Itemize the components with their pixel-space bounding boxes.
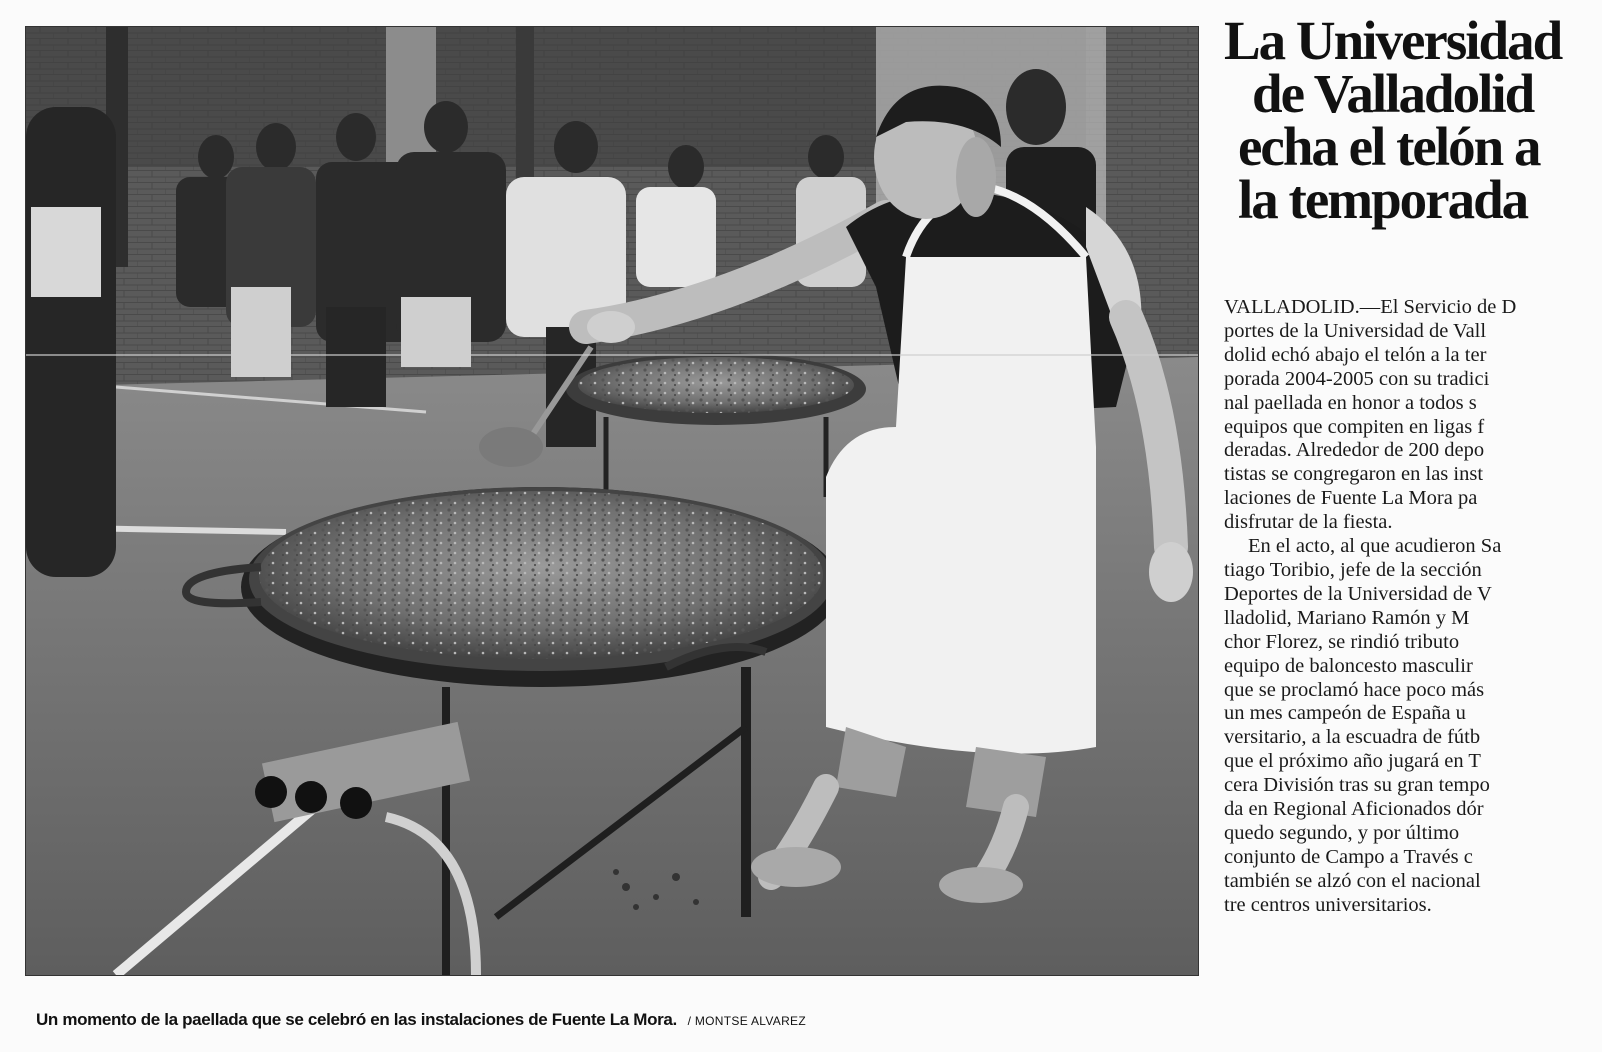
headline-line: la temporada <box>1238 169 1528 230</box>
article-photo <box>25 26 1199 976</box>
body-line: cera División tras su gran tempo <box>1224 774 1490 797</box>
body-line: tiago Toribio, jefe de la sección <box>1224 558 1482 581</box>
paella-photo-icon <box>26 27 1198 975</box>
headline <box>1210 10 1602 230</box>
body-line: laciones de Fuente La Mora pa <box>1224 487 1478 510</box>
caption-text: Un momento de la paellada que se celebró en las instalaciones de Fuente La Mora. <box>36 1010 677 1029</box>
body-line: deradas. Alrededor de 200 depo <box>1224 439 1485 462</box>
article-body <box>1224 296 1602 918</box>
body-line: nal paellada en honor a todos s <box>1224 391 1477 414</box>
body-line: también se alzó con el nacional <box>1224 869 1481 892</box>
body-line: dolid echó abajo el telón a la ter <box>1224 343 1487 366</box>
body-line: que se proclamó hace poco más <box>1224 678 1485 701</box>
photo-caption <box>36 1010 1186 1030</box>
article-column <box>1210 0 1602 1052</box>
body-line: VALLADOLID.—El Servicio de D <box>1224 296 1517 318</box>
body-line: chor Florez, se rindió tributo <box>1224 630 1460 653</box>
body-line: tistas se congregaron en las inst <box>1224 463 1484 486</box>
body-line: Deportes de la Universidad de V <box>1224 582 1492 605</box>
body-line: conjunto de Campo a Través c <box>1224 845 1473 868</box>
body-line: que el próximo año jugará en T <box>1224 750 1481 773</box>
photo-credit: / MONTSE ALVAREZ <box>687 1014 806 1028</box>
body-line: porada 2004-2005 con su tradici <box>1224 367 1490 390</box>
body-line: versitario, a la escuadra de fútb <box>1224 726 1481 749</box>
body-line: disfrutar de la fiesta. <box>1224 511 1393 534</box>
headline-line: echa el telón a <box>1238 116 1540 177</box>
body-line: portes de la Universidad de Vall <box>1224 319 1487 342</box>
body-line: da en Regional Aficionados dór <box>1224 798 1484 821</box>
body-line: lladolid, Mariano Ramón y M <box>1224 606 1470 629</box>
body-line: un mes campeón de España u <box>1224 702 1466 725</box>
body-line: equipos que compiten en ligas f <box>1224 415 1485 438</box>
headline-line: de Valladolid <box>1252 63 1534 124</box>
body-line: En el acto, al que acudieron Sa <box>1248 535 1502 558</box>
body-line: tre centros universitarios. <box>1224 893 1432 916</box>
headline-line: La Universidad <box>1224 10 1562 71</box>
body-line: quedo segundo, y por último <box>1224 821 1460 844</box>
body-line: equipo de baloncesto masculir <box>1224 654 1473 677</box>
